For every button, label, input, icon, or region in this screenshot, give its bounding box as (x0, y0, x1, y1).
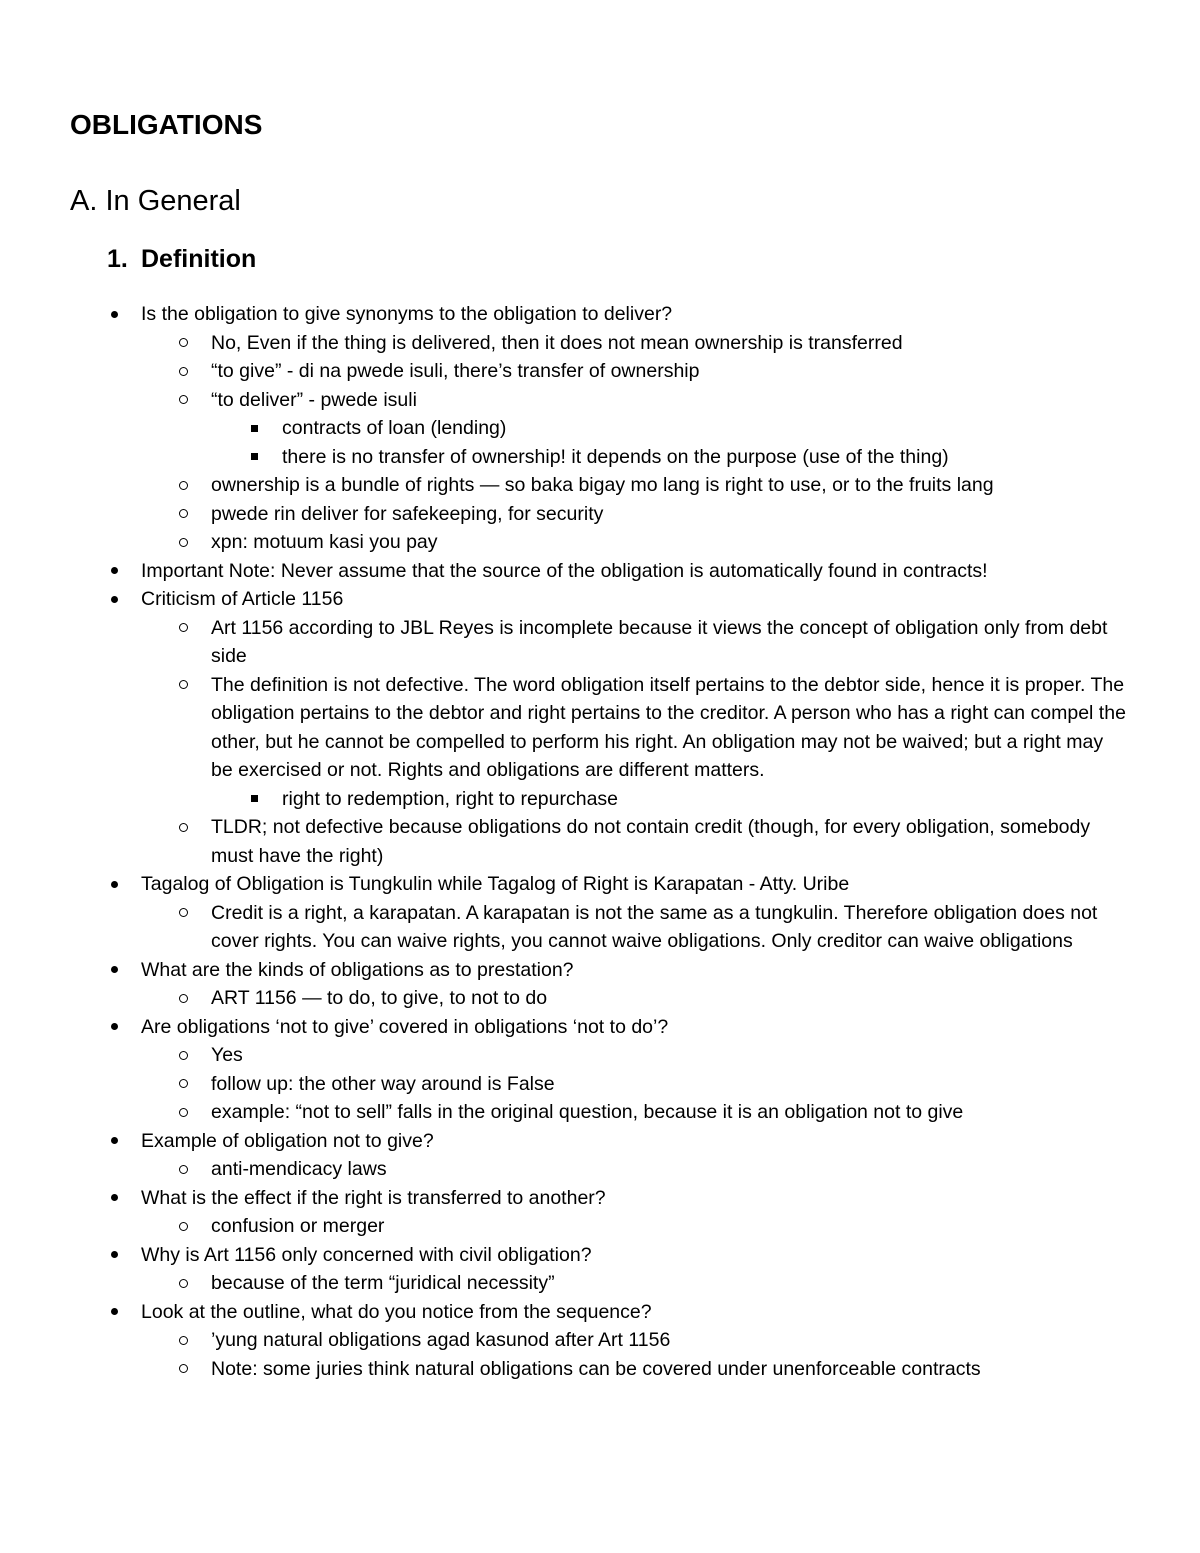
list-item (0, 1127, 1121, 1156)
bullet-marker (106, 870, 122, 899)
filled-circle-bullet-icon (111, 596, 118, 603)
filled-circle-bullet-icon (111, 311, 118, 318)
list-item (0, 528, 1126, 557)
list-item-text: Important Note: Never assume that the source of the obligation is automatically found in contracts! (141, 559, 988, 582)
hollow-circle-bullet-icon (179, 367, 188, 376)
list-item (0, 1326, 1126, 1355)
bullet-marker (175, 1098, 191, 1127)
hollow-circle-bullet-icon (179, 338, 188, 347)
list-item-text: “to give” - di na pwede isuli, there’s transfer of ownership (211, 360, 700, 382)
hollow-circle-bullet-icon (179, 1364, 188, 1373)
bullet-marker (175, 329, 191, 358)
bullet-marker (106, 1184, 122, 1213)
hollow-circle-bullet-icon (179, 1222, 188, 1231)
filled-square-bullet-icon (251, 453, 258, 460)
bullet-marker (175, 614, 191, 643)
bullet-marker (175, 1155, 191, 1184)
hollow-circle-bullet-icon (179, 1336, 188, 1345)
bullet-marker (175, 357, 191, 386)
bullet-marker (175, 984, 191, 1013)
list-item (0, 614, 1126, 671)
list-item-text: TLDR; not defective because obligations do not contain credit (though, for every obligation, somebody must have the right) (211, 816, 1091, 867)
list-item (0, 984, 1126, 1013)
filled-circle-bullet-icon (111, 1023, 118, 1030)
list-item-text: Example of obligation not to give? (141, 1129, 434, 1152)
list-item (0, 557, 1121, 586)
list-item-text: there is no transfer of ownership! it depends on the purpose (use of the thing) (282, 445, 949, 468)
bullet-marker (106, 1298, 122, 1327)
list-item-text: follow up: the other way around is False (211, 1072, 555, 1095)
bullet-marker (175, 386, 191, 415)
filled-square-bullet-icon (251, 425, 258, 432)
list-item (0, 1070, 1126, 1099)
filled-circle-bullet-icon (111, 1194, 118, 1201)
hollow-circle-bullet-icon (179, 623, 188, 632)
hollow-circle-bullet-icon (179, 1165, 188, 1174)
hollow-circle-bullet-icon (179, 994, 188, 1003)
list-item (0, 956, 1121, 985)
list-item-text: What are the kinds of obligations as to prestation? (141, 958, 574, 981)
list-item (0, 899, 1126, 956)
list-item (0, 329, 1126, 358)
filled-circle-bullet-icon (111, 1251, 118, 1258)
hollow-circle-bullet-icon (179, 908, 188, 917)
hollow-circle-bullet-icon (179, 509, 188, 518)
list-item-text: Yes (211, 1044, 243, 1066)
bullet-marker (175, 528, 191, 557)
hollow-circle-bullet-icon (179, 680, 188, 689)
bullet-marker (175, 500, 191, 529)
hollow-circle-bullet-icon (179, 823, 188, 832)
bullet-marker (106, 557, 122, 586)
subsection-title: Definition (141, 245, 257, 273)
filled-square-bullet-icon (251, 795, 258, 802)
list-item (0, 785, 1132, 814)
list-item (0, 1098, 1126, 1127)
filled-circle-bullet-icon (111, 1137, 118, 1144)
list-item-text: Credit is a right, a karapatan. A karapatan is not the same as a tungkulin. Therefore obligation does not cover rights. You can waive rights, you cannot waive obligations. Only creditor can waive obligations (211, 901, 1098, 952)
bullet-marker (175, 899, 191, 928)
hollow-circle-bullet-icon (179, 395, 188, 404)
bullet-marker (175, 1041, 191, 1070)
list-item-text: because of the term “juridical necessity” (211, 1272, 555, 1294)
bullet-marker (246, 785, 262, 814)
list-item (0, 1269, 1126, 1298)
bullet-marker (175, 1355, 191, 1384)
bullet-marker (106, 1241, 122, 1270)
bullet-marker (246, 443, 262, 472)
list-item-text: right to redemption, right to repurchase (282, 787, 619, 810)
list-item (0, 1241, 1121, 1270)
hollow-circle-bullet-icon (179, 1051, 188, 1060)
list-item (0, 870, 1121, 899)
list-item-text: What is the effect if the right is transferred to another? (141, 1186, 606, 1209)
list-item (0, 671, 1126, 785)
bullet-marker (106, 956, 122, 985)
list-item-text: xpn: motuum kasi you pay (211, 531, 438, 553)
notes-list (0, 300, 1200, 1383)
list-item (0, 1212, 1126, 1241)
bullet-marker (106, 300, 122, 329)
list-item (0, 813, 1126, 870)
list-item-text: The definition is not defective. The word obligation itself pertains to the debtor side, hence it is proper. The obligation pertains to the debtor and right pertains to the creditor. A person who has a right can compel the other, but he cannot be compelled to perform his right. An obligation may not be waived; but a right may be exercised or not. Rights and obligations are different matters. (211, 673, 1126, 781)
hollow-circle-bullet-icon (179, 1108, 188, 1117)
list-item (0, 357, 1126, 386)
list-item-text: Look at the outline, what do you notice from the sequence? (141, 1300, 652, 1323)
list-item (0, 1013, 1121, 1042)
list-item-text: ownership is a bundle of rights — so baka bigay mo lang is right to use, or to the fruits lang (211, 474, 994, 496)
list-item-text: anti-mendicacy laws (211, 1158, 387, 1180)
hollow-circle-bullet-icon (179, 1279, 188, 1288)
list-item-text: Tagalog of Obligation is Tungkulin while Tagalog of Right is Karapatan - Atty. Uribe (141, 873, 850, 895)
list-item-text: contracts of loan (lending) (282, 417, 507, 439)
bullet-marker (106, 1127, 122, 1156)
hollow-circle-bullet-icon (179, 1079, 188, 1088)
list-item (0, 1298, 1121, 1327)
bullet-marker (175, 1269, 191, 1298)
bullet-marker (175, 471, 191, 500)
bullet-marker (106, 1013, 122, 1042)
list-item (0, 500, 1126, 529)
bullet-marker (175, 1070, 191, 1099)
subsection-number: 1. (107, 245, 128, 273)
list-item (0, 1184, 1121, 1213)
list-item-text: Are obligations ‘not to give’ covered in obligations ‘not to do’? (141, 1015, 669, 1038)
list-item (0, 471, 1126, 500)
filled-circle-bullet-icon (111, 966, 118, 973)
filled-circle-bullet-icon (111, 567, 118, 574)
subsection-heading (107, 244, 256, 274)
list-item (0, 1355, 1126, 1384)
list-item-text: ’yung natural obligations agad kasunod after Art 1156 (211, 1329, 671, 1351)
list-item-text: Why is Art 1156 only concerned with civil obligation? (141, 1243, 592, 1266)
list-item-text: “to deliver” - pwede isuli (211, 388, 417, 411)
filled-circle-bullet-icon (111, 1308, 118, 1315)
list-item (0, 414, 1132, 443)
bullet-marker (106, 585, 122, 614)
list-item (0, 1155, 1126, 1184)
document-title: OBLIGATIONS (70, 109, 263, 140)
bullet-marker (175, 671, 191, 700)
hollow-circle-bullet-icon (179, 538, 188, 547)
filled-circle-bullet-icon (111, 881, 118, 888)
list-item-text: No, Even if the thing is delivered, then it does not mean ownership is transferred (211, 331, 903, 354)
bullet-marker (175, 813, 191, 842)
bullet-marker (175, 1212, 191, 1241)
list-item-text: Criticism of Article 1156 (141, 588, 344, 610)
list-item (0, 300, 1121, 329)
list-item-text: Note: some juries think natural obligations can be covered under unenforceable contracts (211, 1357, 981, 1380)
list-item-text: pwede rin deliver for safekeeping, for security (211, 502, 604, 525)
list-item-text: Art 1156 according to JBL Reyes is incomplete because it views the concept of obligation only from debt side (211, 616, 1108, 667)
list-item-text: ART 1156 — to do, to give, to not to do (211, 987, 548, 1009)
section-heading: A. In General (70, 185, 241, 217)
list-item (0, 386, 1126, 415)
list-item-text: Is the obligation to give synonyms to the obligation to deliver? (141, 303, 673, 325)
bullet-marker (175, 1326, 191, 1355)
list-item-text: confusion or merger (211, 1215, 385, 1237)
list-item (0, 585, 1121, 614)
list-item-text: example: “not to sell” falls in the original question, because it is an obligation not to give (211, 1101, 964, 1123)
list-item (0, 1041, 1126, 1070)
hollow-circle-bullet-icon (179, 481, 188, 490)
list-item (0, 443, 1132, 472)
bullet-marker (246, 414, 262, 443)
